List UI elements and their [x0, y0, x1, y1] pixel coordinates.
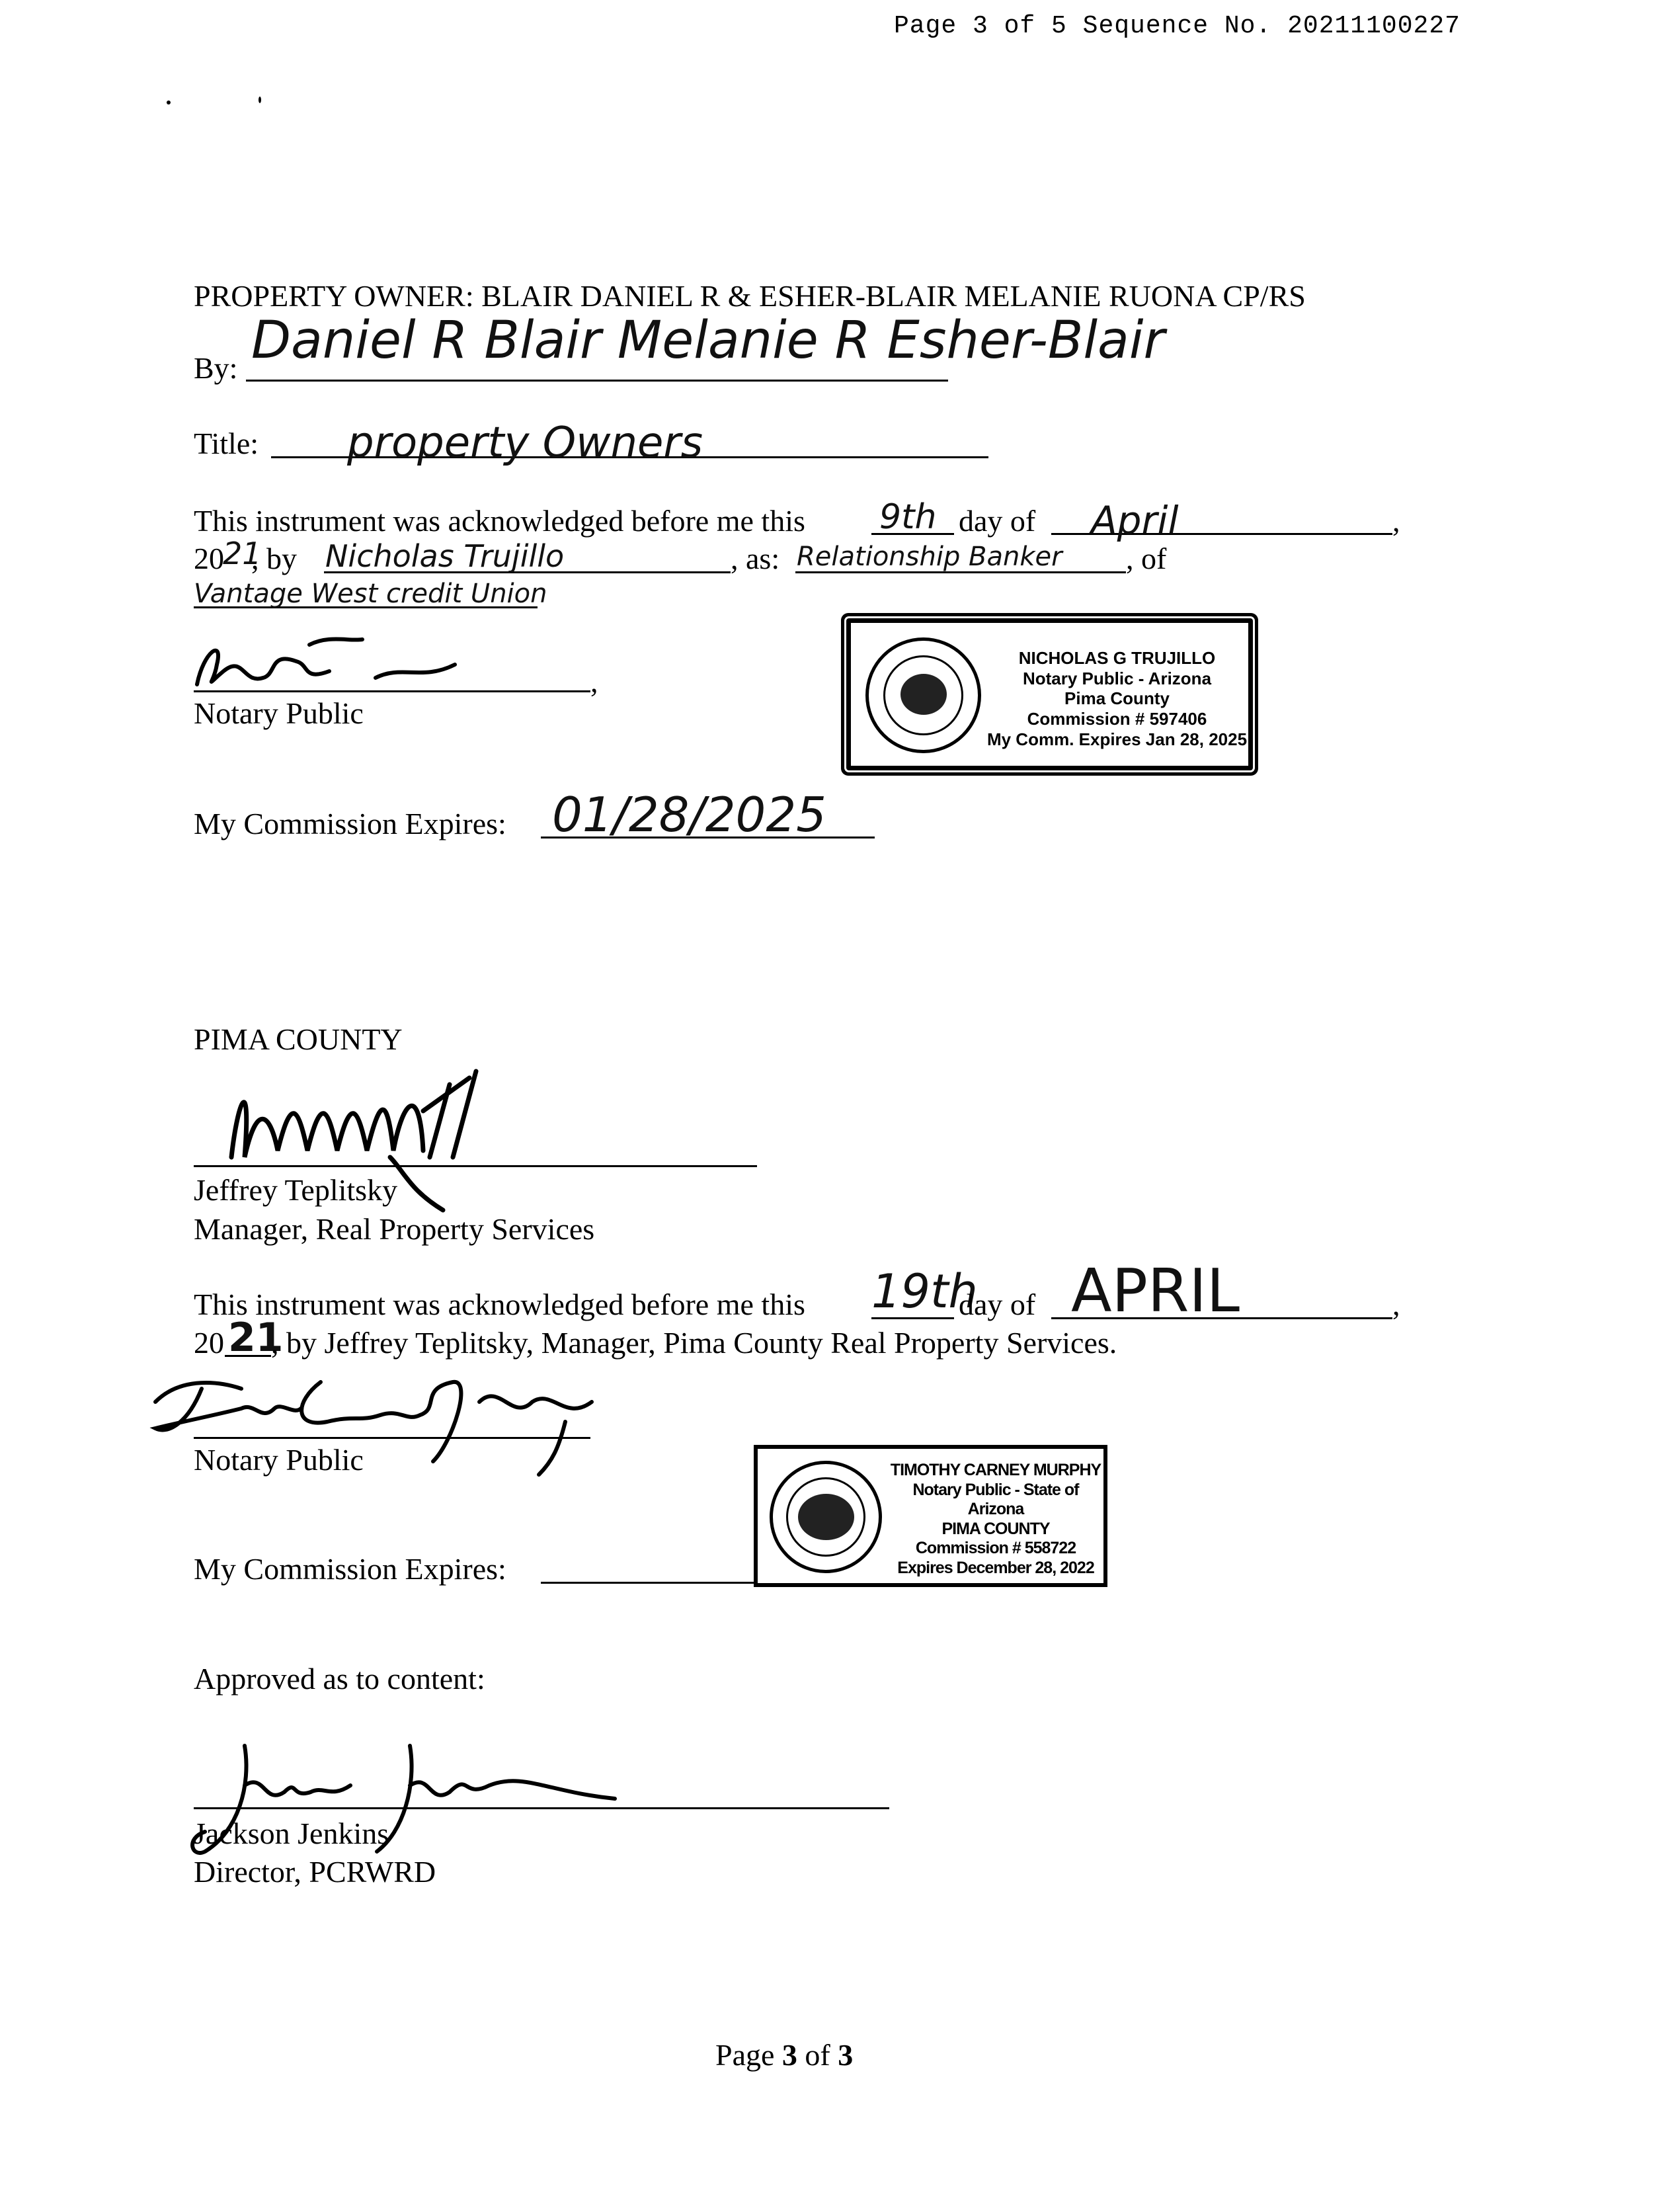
- approval-signature: [179, 1733, 628, 1871]
- county-ack-line2: , by Jeffrey Teplitsky, Manager, Pima County Real Property Services.: [271, 1326, 1117, 1360]
- approval-signature-line: [194, 1807, 889, 1809]
- state-seal-1-icon: [865, 637, 981, 753]
- page-footer-prefix: Page: [715, 2038, 782, 2072]
- commission-line-2: [541, 1582, 754, 1584]
- county-year-suffix: 21: [228, 1315, 284, 1361]
- county-ack-prefix: This instrument was acknowledged before me this: [194, 1287, 805, 1321]
- owner-line1-end: ,: [1392, 504, 1400, 538]
- notary-signature-1: [177, 625, 488, 698]
- stamp2-line5: Expires December 28, 2022: [897, 1558, 1094, 1577]
- scan-mark: [259, 97, 261, 103]
- notary-label-1: Notary Public: [194, 696, 364, 730]
- owner-year-suffix: 21: [223, 536, 262, 571]
- by-signature-line: [246, 380, 948, 382]
- county-heading: PIMA COUNTY: [194, 1022, 403, 1056]
- page-sequence-header: Page 3 of 5 Sequence No. 20211100227: [894, 12, 1460, 40]
- stamp2-line3: PIMA COUNTY: [941, 1519, 1050, 1538]
- county-signer-name: Jeffrey Teplitsky: [194, 1173, 398, 1207]
- page-footer-middle: of: [797, 2038, 838, 2072]
- county-day-value: 19th: [871, 1264, 978, 1319]
- county-day-label: day of: [959, 1287, 1036, 1321]
- owner-day-value: 9th: [879, 497, 937, 537]
- commission-label-1: My Commission Expires:: [194, 807, 506, 840]
- owner-year-prefix: 20: [194, 542, 224, 575]
- stamp1-line2: Notary Public - Arizona: [1022, 668, 1212, 688]
- owner-signatures: Daniel R Blair Melanie R Esher-Blair: [251, 311, 1165, 370]
- page-footer-current: 3: [781, 2038, 797, 2072]
- owner-ack-prefix: This instrument was acknowledged before me this: [194, 504, 805, 538]
- approval-signer-title: Director, PCRWRD: [194, 1855, 436, 1889]
- approval-signer-name: Jackson Jenkins: [194, 1817, 389, 1850]
- stamp1-line5: My Comm. Expires Jan 28, 2025: [986, 729, 1248, 749]
- notary-stamp-2: [754, 1445, 1107, 1587]
- stamp1-line1: NICHOLAS G TRUJILLO: [1018, 648, 1216, 668]
- notary-comma-1: ,: [590, 665, 598, 698]
- notary-line-1: [194, 690, 590, 692]
- owner-of-value: Vantage West credit Union: [194, 579, 547, 609]
- by-label: By:: [194, 351, 238, 385]
- notary-stamp-1: [846, 618, 1253, 770]
- page-footer-total: 3: [838, 2038, 854, 2072]
- owner-heading: PROPERTY OWNER: BLAIR DANIEL R & ESHER-BLAIR MELANIE RUONA CP/RS: [194, 279, 1306, 313]
- county-signer-title: Manager, Real Property Services: [194, 1212, 595, 1246]
- owner-of-label: , of: [1126, 542, 1167, 575]
- notary-line-2: [194, 1437, 590, 1439]
- county-line1-end: ,: [1392, 1287, 1400, 1321]
- owner-as-label: , as:: [731, 542, 780, 575]
- owner-by-value: Nicholas Trujillo: [325, 538, 565, 574]
- stamp1-line3: Pima County: [1064, 688, 1170, 709]
- commission-value-1: 01/28/2025: [552, 787, 826, 842]
- title-value: property Owners: [347, 419, 703, 468]
- commission-label-2: My Commission Expires:: [194, 1552, 506, 1586]
- county-signature-line: [194, 1165, 757, 1167]
- scan-mark: [167, 101, 171, 104]
- owner-month-value: April: [1091, 498, 1179, 543]
- state-seal-2-icon: [770, 1461, 882, 1573]
- notary-label-2: Notary Public: [194, 1443, 364, 1477]
- county-year-prefix: 20: [194, 1326, 224, 1360]
- county-month-value: APRIL: [1071, 1256, 1240, 1326]
- owner-day-label: day of: [959, 504, 1036, 538]
- approval-label: Approved as to content:: [194, 1662, 485, 1695]
- title-label: Title:: [194, 427, 259, 460]
- page-footer: [715, 2040, 853, 2070]
- stamp2-line4: Commission # 558722: [915, 1539, 1076, 1557]
- stamp2-line1: TIMOTHY CARNEY MURPHY: [890, 1461, 1101, 1479]
- stamp2-line2: Notary Public - State of Arizona: [912, 1480, 1079, 1518]
- stamp1-line4: Commission # 597406: [1027, 709, 1207, 729]
- owner-by-label: , by: [251, 542, 297, 575]
- owner-as-value: Relationship Banker: [797, 542, 1062, 572]
